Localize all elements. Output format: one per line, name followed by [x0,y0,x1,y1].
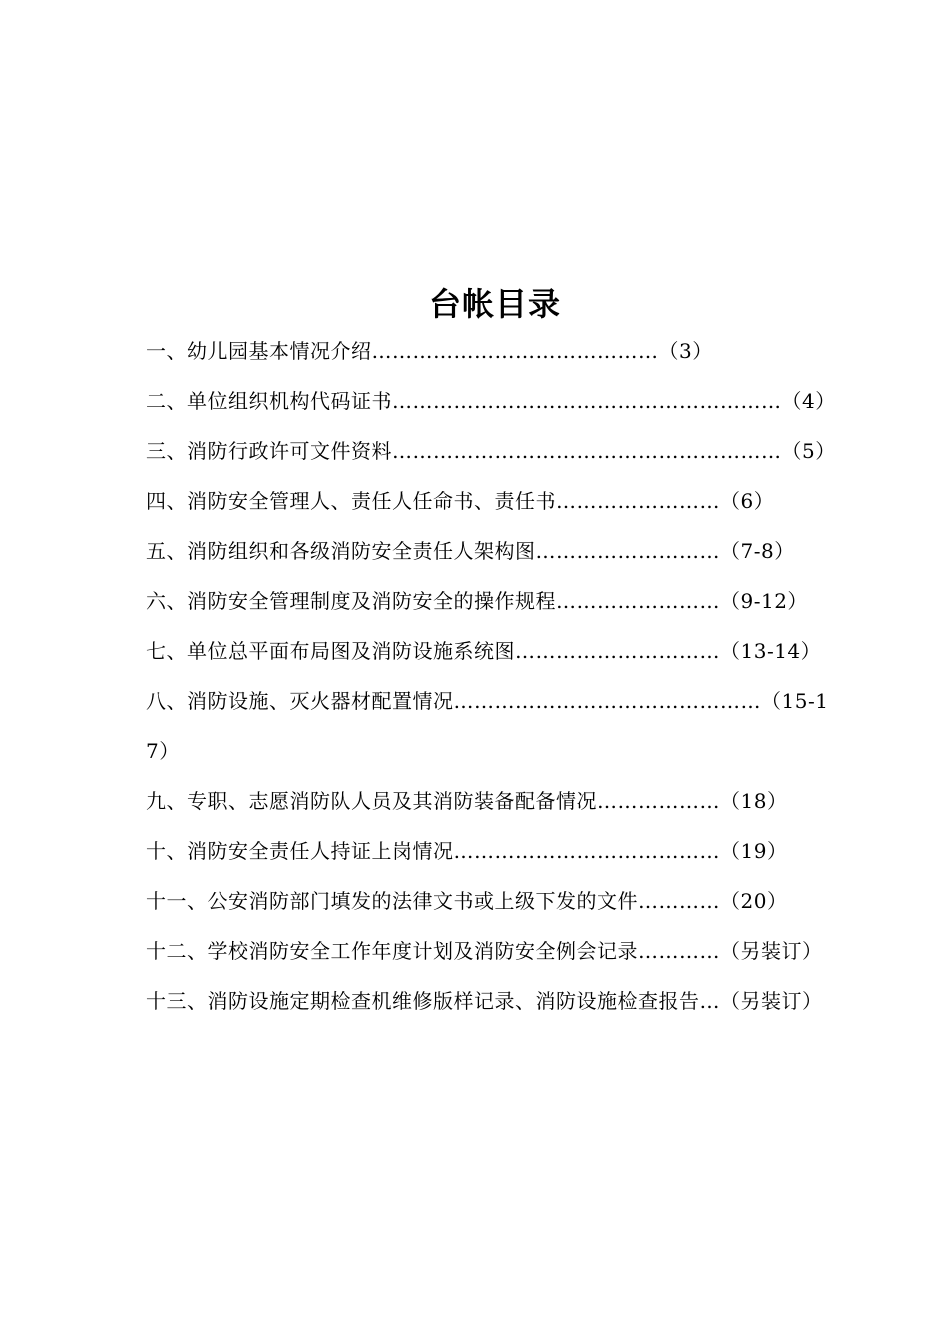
toc-entry-3: 三、消防行政许可文件资料…………………………………………………（5） [146,439,836,463]
toc-entry-11: 十一、公安消防部门填发的法律文书或上级下发的文件…………（20） [146,889,788,913]
toc-entry-9: 九、专职、志愿消防队人员及其消防装备配备情况………………（18） [146,789,788,813]
page-title: 台帐目录 [428,285,561,323]
toc-entry-6: 六、消防安全管理制度及消防安全的操作规程……………………（9-12） [146,589,808,613]
toc-entry-10: 十、消防安全责任人持证上岗情况…………………………………（19） [146,839,788,863]
toc-entry-1: 一、幼儿园基本情况介绍……………………………………（3） [146,339,713,363]
toc-entry-7: 七、单位总平面布局图及消防设施系统图…………………………（13-14） [146,639,822,663]
toc-entry-8: 八、消防设施、灭火器材配置情况………………………………………（15-17） [146,689,829,763]
table-of-contents [146,326,850,1026]
toc-entry-2: 二、单位组织机构代码证书…………………………………………………（4） [146,389,836,413]
toc-entry-13: 十三、消防设施定期检查机维修版样记录、消防设施检查报告…（另装订） [146,989,823,1013]
toc-entry-5: 五、消防组织和各级消防安全责任人架构图………………………（7-8） [146,539,795,563]
toc-entry-4: 四、消防安全管理人、责任人任命书、责任书……………………（6） [146,489,775,513]
toc-entry-12: 十二、学校消防安全工作年度计划及消防安全例会记录…………（另装订） [146,939,823,963]
